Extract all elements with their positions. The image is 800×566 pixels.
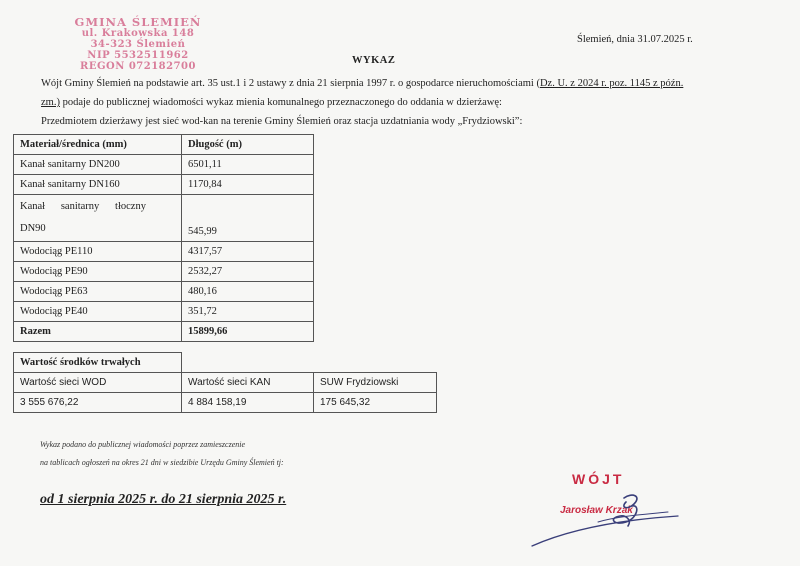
intro-text: Wójt Gminy Ślemień na podstawie art. 35 ust.1 i 2 ustawy z dnia 21 sierpnia 1997 r. o gospodarce nieruchomościami ( (41, 78, 540, 89)
length-cell: 351,72 (182, 302, 314, 322)
intro-line-1 (41, 78, 683, 89)
table-header-row (14, 135, 314, 155)
length-cell: 4317,57 (182, 242, 314, 262)
material-line: DN90 (20, 223, 46, 234)
document-title: WYKAZ (352, 55, 396, 66)
material-line: Kanał sanitarny tłoczny (20, 201, 146, 212)
fixed-assets-table (13, 352, 437, 413)
column-header-material: Materiał/średnica (mm) (14, 135, 182, 155)
asset-value: 4 884 158,19 (182, 393, 314, 413)
assets-header: Wartość środków trwałych (14, 353, 182, 373)
handwritten-signature (528, 478, 688, 550)
legal-reference: Dz. U. z 2024 r. poz. 1145 z późn. (539, 78, 684, 89)
total-label: Razem (14, 322, 182, 342)
table-row (14, 262, 314, 282)
material-cell: Wodociąg PE63 (14, 282, 182, 302)
table-row (14, 195, 314, 242)
table-row (14, 175, 314, 195)
material-cell (14, 195, 182, 242)
empty-cell (314, 353, 437, 373)
network-length-table (13, 134, 314, 342)
material-cell: Wodociąg PE90 (14, 262, 182, 282)
table-row (14, 373, 437, 393)
empty-cell (182, 353, 314, 373)
length-cell: 6501,11 (182, 155, 314, 175)
municipality-stamp (58, 17, 218, 72)
column-header-length: Długość (m) (182, 135, 314, 155)
table-header-row (14, 353, 437, 373)
length-cell: 480,16 (182, 282, 314, 302)
material-cell: Wodociąg PE110 (14, 242, 182, 262)
intro-text: podaje do publicznej wiadomości wykaz mienia komunalnego przeznaczonego do oddania w dzierżawę: (59, 97, 502, 108)
signer-name: Jarosław Krzak (560, 505, 633, 516)
table-row (14, 393, 437, 413)
length-cell: 545,99 (182, 195, 314, 242)
total-value: 15899,66 (182, 322, 314, 342)
publication-note: na tablicach ogłoszeń na okres 21 dni w siedzibie Urzędu Gminy Ślemień tj: (40, 458, 284, 467)
intro-line-2 (41, 97, 502, 108)
length-cell: 1170,84 (182, 175, 314, 195)
lease-subject: Przedmiotem dzierżawy jest sieć wod-kan na terenie Gminy Ślemień oraz stacja uzdatniania wody „Frydziowski”: (41, 116, 523, 127)
table-total-row (14, 322, 314, 342)
asset-label: Wartość sieci WOD (14, 373, 182, 393)
stamp-line: REGON 072182700 (80, 61, 196, 72)
display-period: od 1 sierpnia 2025 r. do 21 sierpnia 2025 r. (40, 492, 287, 507)
material-cell: Kanał sanitarny DN200 (14, 155, 182, 175)
asset-value: 175 645,32 (314, 393, 437, 413)
material-cell: Kanał sanitarny DN160 (14, 175, 182, 195)
stamp-line: NIP 5532511962 (87, 50, 189, 61)
stamp-line: GMINA ŚLEMIEŃ (74, 15, 202, 29)
material-cell: Wodociąg PE40 (14, 302, 182, 322)
table-row (14, 155, 314, 175)
asset-label: SUW Frydziowski (314, 373, 437, 393)
table-row (14, 282, 314, 302)
document-date: Ślemień, dnia 31.07.2025 r. (577, 34, 693, 45)
stamp-line: ul. Krakowska 148 (81, 28, 195, 39)
length-cell: 2532,27 (182, 262, 314, 282)
publication-note: Wykaz podano do publicznej wiadomości poprzez zamieszczenie (40, 440, 246, 449)
table-row (14, 302, 314, 322)
asset-value: 3 555 676,22 (14, 393, 182, 413)
table-row (14, 242, 314, 262)
legal-reference-end: zm.) (41, 97, 60, 108)
stamp-line: 34-323 Ślemień (90, 39, 186, 50)
asset-label: Wartość sieci KAN (182, 373, 314, 393)
signature-role: WÓJT (572, 471, 625, 487)
